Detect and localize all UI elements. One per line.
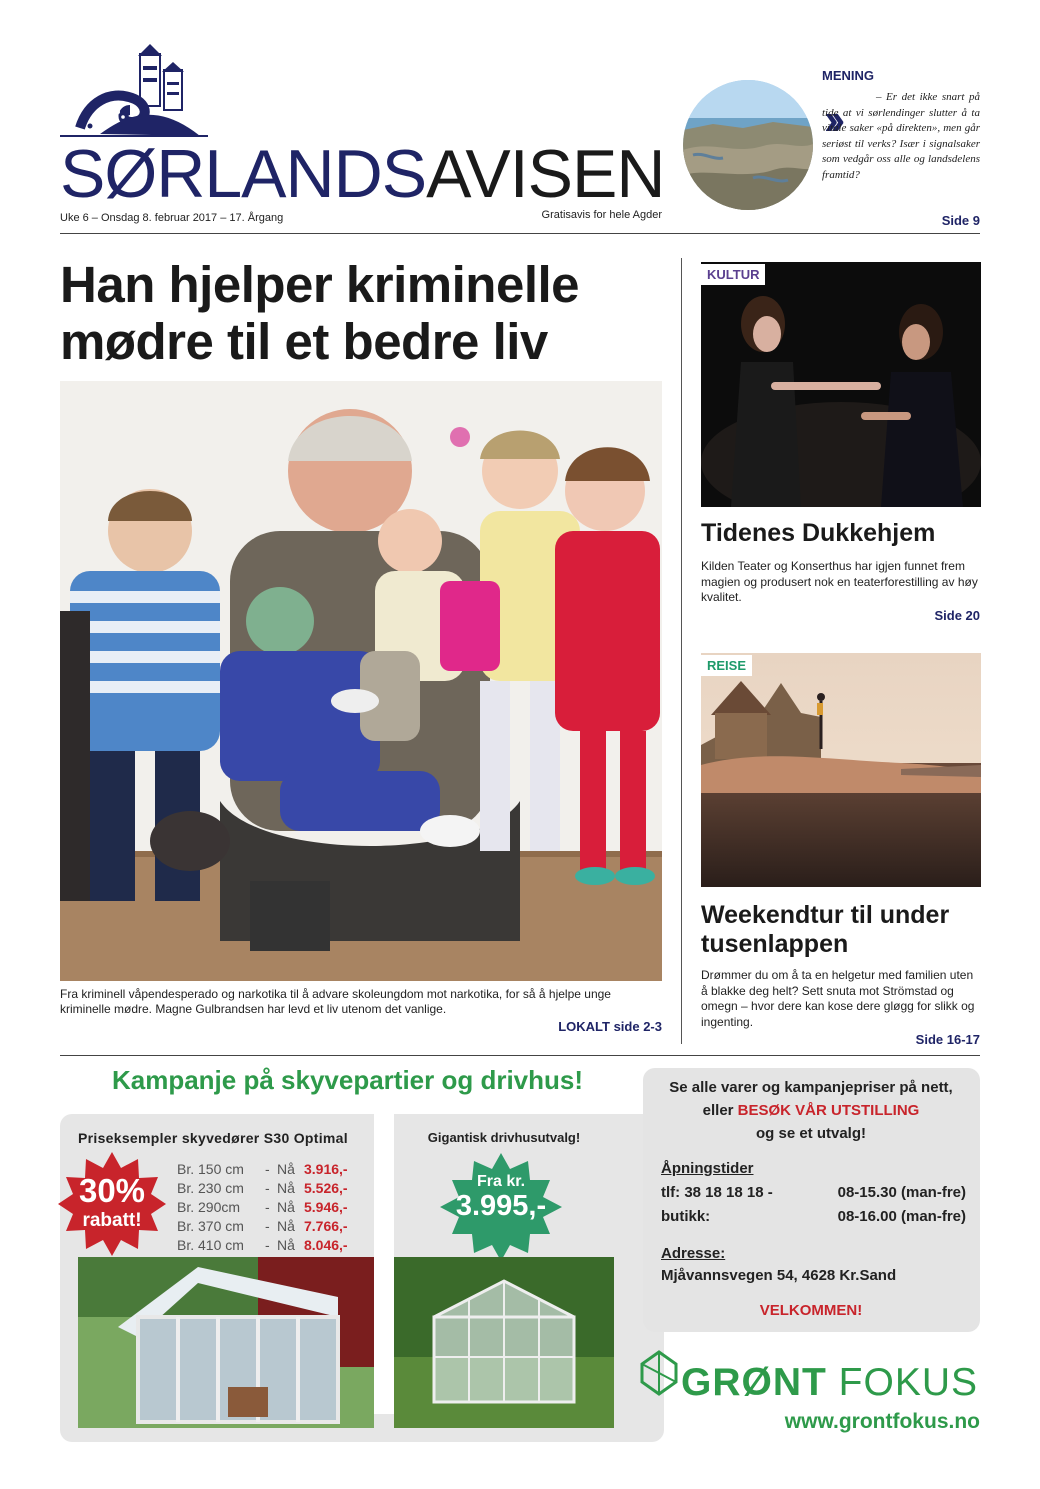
price-value: 5.526,-	[304, 1180, 348, 1196]
main-story-photo	[60, 381, 662, 981]
mening-landscape-photo	[683, 80, 813, 210]
phone-label: tlf: 38 18 18 18 -	[661, 1184, 773, 1201]
phone-hours: 08-15.30 (man-fre)	[837, 1184, 966, 1201]
kultur-title: Tidenes Dukkehjem	[701, 519, 936, 547]
store-hours-row	[661, 1208, 966, 1225]
issue-line: Uke 6 – Onsdag 8. februar 2017 – 17. Årgang	[60, 212, 284, 224]
kultur-photo	[701, 262, 981, 507]
main-headline: Han hjelper kriminelle mødre til et bedre liv	[60, 256, 580, 370]
price-dash: -	[265, 1180, 270, 1196]
discount-percent: 30%	[78, 1172, 146, 1209]
tagline: Gratisavis for hele Agder	[541, 209, 662, 221]
address-text: Mjåvannsvegen 54, 4628 Kr.Sand	[661, 1267, 897, 1284]
address-row	[661, 1267, 966, 1284]
greenhouse-title: Gigantisk drivhusutvalg!	[427, 1130, 581, 1145]
price-table	[177, 1160, 348, 1255]
title-part-avisen: AVISEN	[426, 136, 665, 212]
reise-text: Drømmer du om å ta en helgetur med familien uten å blakke deg helt? Sett snuta mot Strömstad og omegn – hvor dere kan kose dere gløgg for slikk og ingenting.	[701, 968, 975, 1029]
bottom-divider	[60, 1055, 980, 1056]
price-dash: -	[265, 1199, 270, 1215]
title-part-sorlands: SØRLANDS	[60, 136, 427, 212]
from-price: 3.995,-	[455, 1190, 547, 1222]
sliding-door-photo	[78, 1257, 374, 1428]
reise-label: REISE	[701, 655, 752, 676]
info-intro-text-2: og se et utvalg!	[755, 1125, 867, 1142]
price-row	[177, 1236, 348, 1255]
masthead	[60, 38, 665, 234]
price-now-label: Nå	[277, 1237, 295, 1253]
brand-bold: GRØNT	[681, 1361, 827, 1404]
discount-word: rabatt!	[82, 1210, 142, 1231]
store-hours: 08-16.00 (man-fre)	[837, 1208, 966, 1225]
leaf-logo-icon	[640, 1350, 678, 1396]
welcome-text: VELKOMMEN!	[759, 1302, 863, 1319]
ad-panel-gap	[374, 1114, 394, 1414]
info-intro-text-1: Se alle varer og kampanjepriser på nett, eller	[669, 1079, 953, 1119]
price-row	[177, 1198, 348, 1217]
price-value: 3.916,-	[304, 1161, 348, 1177]
mening-text: – Er det ikke snart på tide at vi sørlendinger slutter å ta vitale saker «på direkten», men går seriøst til verks? Især i signalsaker som vedgår oss alle og landsdelens framtid?	[822, 91, 980, 181]
price-dash: -	[265, 1237, 270, 1253]
price-size: Br. 410 cm	[177, 1237, 244, 1253]
column-divider	[681, 258, 682, 1044]
brand-url-link[interactable]: www.grontfokus.no	[784, 1410, 980, 1433]
price-value: 7.766,-	[304, 1218, 348, 1234]
main-photo-caption: Fra kriminell våpendesperado og narkotika til å advare skoleungdom mot narkotika, for så å hjelpe unge kriminelle mødre. Magne Gulbrandsen har levd et liv utenom det vanlige.	[60, 987, 611, 1016]
price-size: Br. 150 cm	[177, 1161, 244, 1177]
price-now-label: Nå	[277, 1180, 295, 1196]
price-size: Br. 370 cm	[177, 1218, 244, 1234]
newspaper-title	[60, 138, 664, 210]
kultur-label: KULTUR	[701, 264, 765, 285]
price-now-label: Nå	[277, 1199, 295, 1215]
from-label: Fra kr.	[476, 1173, 526, 1190]
main-story-page-ref[interactable]: LOKALT side 2-3	[558, 1019, 662, 1034]
brand-light: FOKUS	[838, 1361, 979, 1404]
price-now-label: Nå	[277, 1218, 295, 1234]
top-divider	[60, 233, 980, 234]
price-examples-title: Priseksempler skyvedører S30 Optimal	[78, 1130, 348, 1146]
reise-title: Weekendtur til under tusenlappen	[701, 901, 950, 958]
hours-heading: Åpningstider	[661, 1160, 754, 1177]
phone-hours-row	[661, 1184, 966, 1201]
kultur-text: Kilden Teater og Konserthus har igjen funnet frem magien og produsert nok en teaterforestilling av høy kvalitet.	[701, 559, 978, 604]
brand-logo	[681, 1360, 978, 1406]
store-info-intro	[660, 1076, 962, 1145]
mening-page-ref[interactable]: Side 9	[941, 213, 980, 228]
price-size: Br. 230 cm	[177, 1180, 244, 1196]
price-dash: -	[265, 1161, 270, 1177]
lighthouse-logo-icon	[60, 42, 210, 142]
greenhouse-photo	[394, 1257, 614, 1428]
price-row	[177, 1160, 348, 1179]
quote-mark-icon: ››	[824, 95, 838, 144]
price-row	[177, 1217, 348, 1236]
kultur-page-ref[interactable]: Side 20	[934, 608, 980, 623]
price-value: 8.046,-	[304, 1237, 348, 1253]
info-intro-visit[interactable]: BESØK VÅR UTSTILLING	[737, 1102, 920, 1119]
price-now-label: Nå	[277, 1161, 295, 1177]
price-row	[177, 1179, 348, 1198]
address-heading: Adresse:	[661, 1245, 726, 1262]
price-dash: -	[265, 1218, 270, 1234]
ad-headline: Kampanje på skyvepartier og drivhus!	[111, 1065, 584, 1095]
store-label: butikk:	[661, 1208, 711, 1225]
price-value: 5.946,-	[304, 1199, 348, 1215]
mening-label: MENING	[822, 68, 874, 83]
reise-photo	[701, 653, 981, 887]
reise-page-ref[interactable]: Side 16-17	[915, 1032, 980, 1047]
price-size: Br. 290cm	[177, 1199, 241, 1215]
